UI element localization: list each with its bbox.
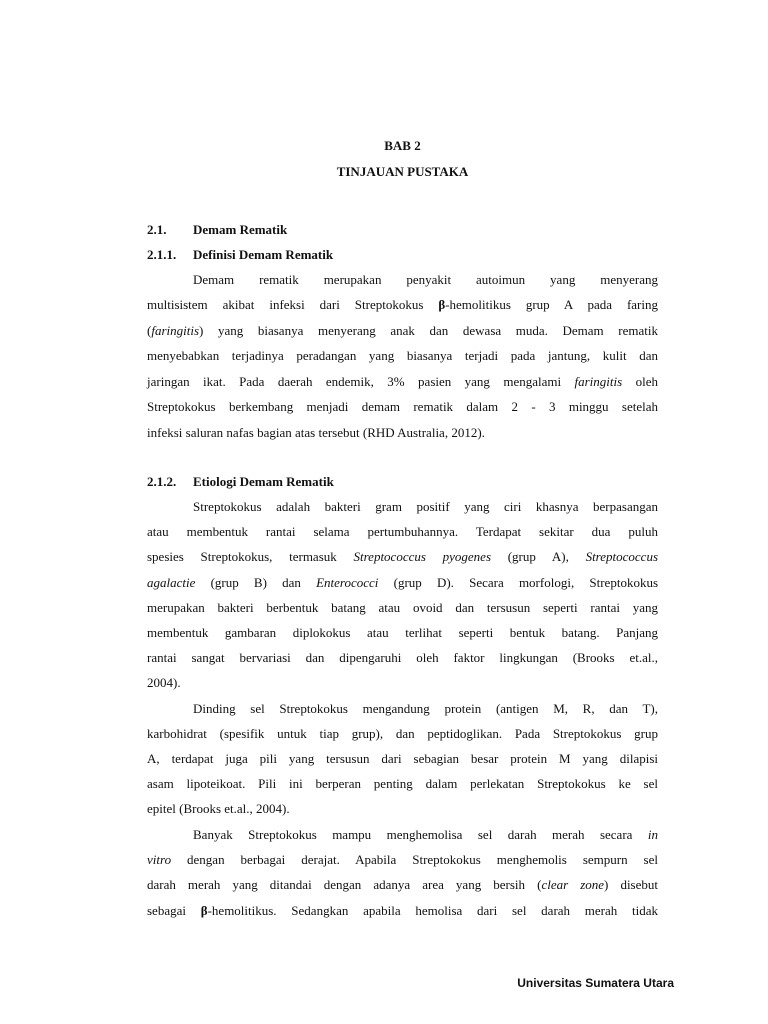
text-line: atau membentuk rantai selama pertumbuhannya. Terdapat sekitar dua puluh xyxy=(147,524,658,539)
footer-university: Universitas Sumatera Utara xyxy=(517,976,674,990)
text-line: merupakan bakteri berbentuk batang atau ovoid dan tersusun seperti rantai yang xyxy=(147,600,658,615)
text-line: (faringitis) yang biasanya menyerang anak dan dewasa muda. Demam rematik xyxy=(147,323,658,338)
text-line: agalactie (grup B) dan Enterococci (grup D). Secara morfologi, Streptokokus xyxy=(147,575,658,590)
text-line: membentuk gambaran diplokokus atau terlihat seperti bentuk batang. Panjang xyxy=(147,625,658,640)
section-number: 2.1.1. xyxy=(147,247,177,262)
italic-term: clear zone xyxy=(541,877,605,892)
text-line: darah merah yang ditandai dengan adanya area yang bersih (clear zone) disebut xyxy=(147,877,658,892)
beta-symbol: β xyxy=(200,903,208,918)
section-heading-2-1-2 xyxy=(147,469,334,495)
section-number: 2.1.2. xyxy=(147,474,177,489)
text-line: jaringan ikat. Pada daerah endemik, 3% pasien yang mengalami faringitis oleh xyxy=(147,374,658,389)
text-line: 2004). xyxy=(147,675,181,690)
text-line: Streptokokus berkembang menjadi demam rematik dalam 2 - 3 minggu setelah xyxy=(147,399,658,414)
text-line: Banyak Streptokokus mampu menghemolisa sel darah merah secara in xyxy=(193,827,658,842)
section-title: Demam Rematik xyxy=(193,222,288,237)
chapter-number: BAB 2 xyxy=(384,138,421,153)
text-line: vitro dengan berbagai derajat. Apabila Streptokokus menghemolis sempurn sel xyxy=(147,852,658,867)
italic-term: vitro xyxy=(147,852,172,867)
text-line: menyebabkan terjadinya peradangan yang biasanya terjadi pada jantung, kulit dan xyxy=(147,348,658,363)
text-line: Streptokokus adalah bakteri gram positif yang ciri khasnya berpasangan xyxy=(193,499,658,514)
italic-term: in xyxy=(647,827,658,842)
text-line: sebagai β-hemolitikus. Sedangkan apabila hemolisa dari sel darah merah tidak xyxy=(147,903,658,918)
italic-term: Streptococcus pyogenes xyxy=(353,549,492,564)
italic-term: faringitis xyxy=(151,323,200,338)
italic-term: Streptococcus xyxy=(585,549,659,564)
text-line: Demam rematik merupakan penyakit autoimun yang menyerang xyxy=(193,272,658,287)
section-heading-2-1 xyxy=(147,217,287,243)
text-line: Dinding sel Streptokokus mengandung protein (antigen M, R, dan T), xyxy=(193,701,658,716)
text-line: asam lipoteikoat. Pili ini berperan penting dalam perlekatan Streptokokus ke sel xyxy=(147,776,658,791)
beta-symbol: β xyxy=(438,297,446,312)
italic-term: faringitis xyxy=(574,374,623,389)
text-line: multisistem akibat infeksi dari Streptokokus β-hemolitikus grup A pada faring xyxy=(147,297,658,312)
italic-term: agalactie xyxy=(147,575,196,590)
text-line: epitel (Brooks et.al., 2004). xyxy=(147,801,290,816)
section-heading-2-1-1 xyxy=(147,242,333,268)
section-number: 2.1. xyxy=(147,222,167,237)
italic-term: Enterococci xyxy=(316,575,379,590)
chapter-title: TINJAUAN PUSTAKA xyxy=(336,164,469,179)
text-line: spesies Streptokokus, termasuk Streptococcus pyogenes (grup A), Streptococcus xyxy=(147,549,659,564)
text-line: karbohidrat (spesifik untuk tiap grup), dan peptidoglikan. Pada Streptokokus grup xyxy=(147,726,658,741)
section-title: Etiologi Demam Rematik xyxy=(193,474,334,489)
text-line: A, terdapat juga pili yang tersusun dari sebagian besar protein M yang dilapisi xyxy=(147,751,658,766)
section-title: Definisi Demam Rematik xyxy=(193,247,334,262)
text-line: rantai sangat bervariasi dan dipengaruhi oleh faktor lingkungan (Brooks et.al., xyxy=(147,650,658,665)
text-line: infeksi saluran nafas bagian atas tersebut (RHD Australia, 2012). xyxy=(147,425,485,440)
